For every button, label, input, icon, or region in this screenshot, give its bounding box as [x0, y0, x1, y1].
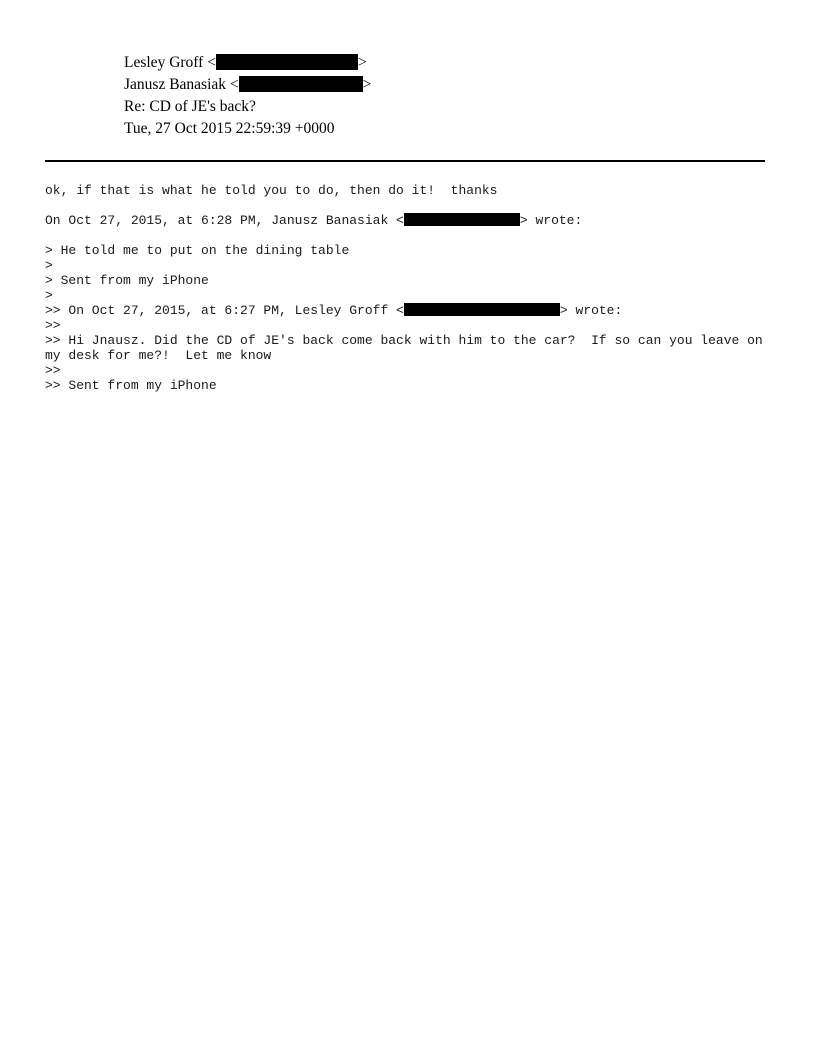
redaction-box: [216, 54, 358, 70]
from-value: [124, 52, 367, 74]
to-name: Janusz Banasiak <: [124, 76, 239, 93]
reply-text: ok, if that is what he told you to do, then do it! thanks: [45, 183, 498, 198]
from-close: >: [357, 54, 367, 71]
quote-line: > He told me to put on the dining table: [45, 243, 350, 258]
quote1-intro-end: > wrote:: [519, 213, 583, 228]
quote-line: >> Hi Jnausz. Did the CD of JE's back come back with him to the car? If so can you leave on my desk for me?! Let me know: [45, 333, 771, 363]
date-value: Tue, 27 Oct 2015 22:59:39 +0000: [124, 120, 335, 137]
blank-line: [45, 228, 767, 243]
quote1-intro: [45, 213, 767, 228]
quote2-intro-text: >> On Oct 27, 2015, at 6:27 PM, Lesley Groff <: [45, 303, 404, 318]
header-divider: [45, 160, 765, 162]
from-name: Lesley Groff <: [124, 54, 216, 71]
redaction-box: [239, 76, 363, 92]
quote-line: >: [45, 288, 53, 303]
quote2-intro: [45, 303, 767, 318]
quote-line: >: [45, 258, 53, 273]
quote2-intro-end: > wrote:: [559, 303, 623, 318]
quote-line: >>: [45, 363, 61, 378]
quote-line: >>: [45, 318, 61, 333]
email-body: [45, 183, 771, 393]
quote-line: >> Sent from my iPhone: [45, 378, 217, 393]
redaction-box: [404, 213, 520, 226]
redaction-box: [404, 303, 560, 316]
subject-value: Re: CD of JE's back?: [124, 98, 256, 115]
quote-line: > Sent from my iPhone: [45, 273, 209, 288]
to-value: [124, 74, 371, 96]
quote1-intro-text: On Oct 27, 2015, at 6:28 PM, Janusz Banasiak <: [45, 213, 404, 228]
blank-line: [45, 198, 767, 213]
to-close: >: [362, 76, 372, 93]
